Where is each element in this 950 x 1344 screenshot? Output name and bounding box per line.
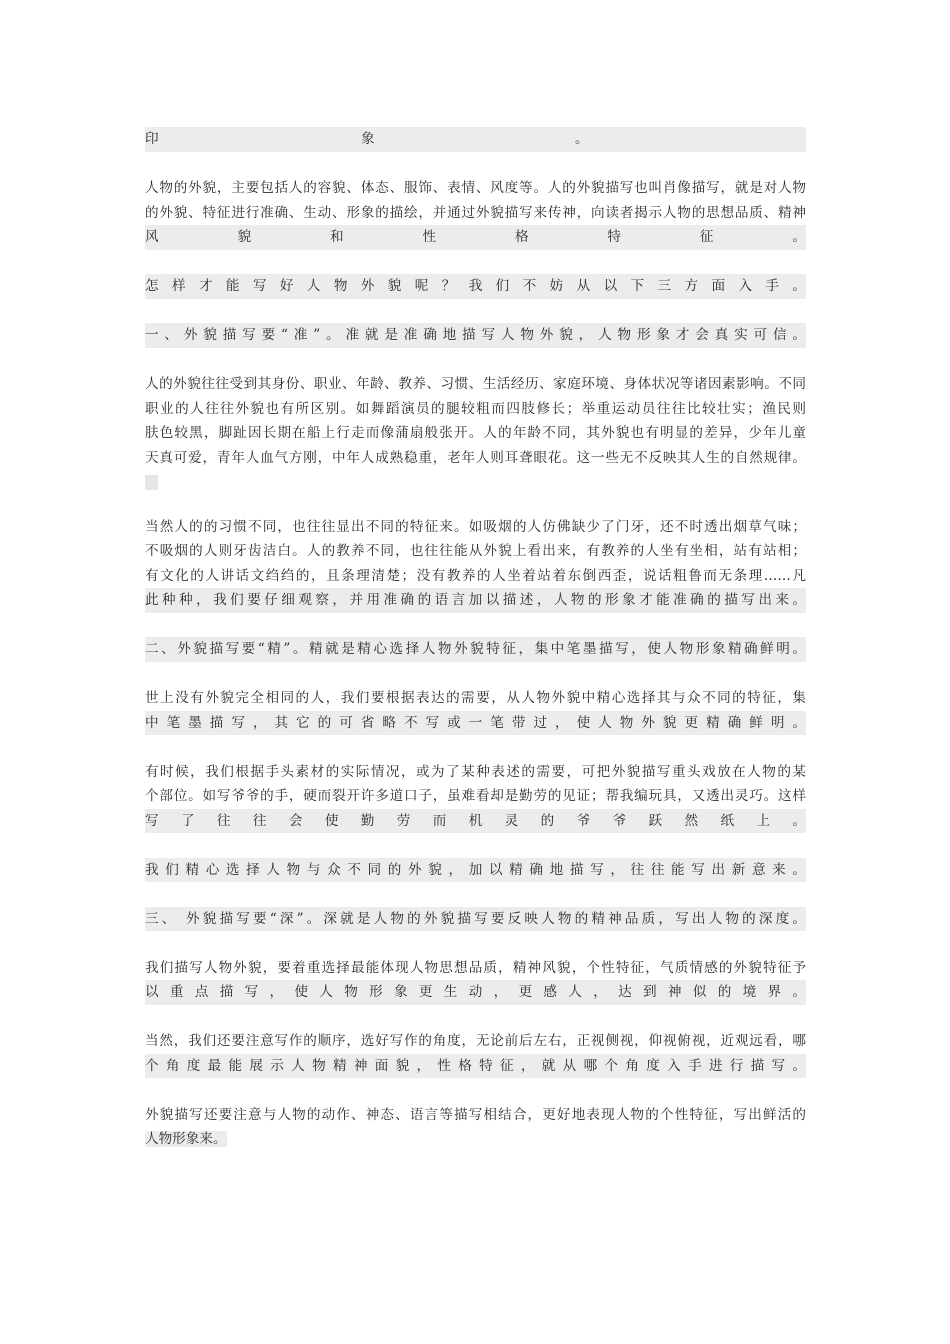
document-body: [145, 127, 806, 1152]
paragraph-line-last: [145, 1127, 806, 1152]
section-heading-3: [145, 907, 806, 932]
paragraph-line: 中笔墨描写，其它的可省略不写或一笔带过，使人物外貌更精确鲜明。: [145, 711, 806, 736]
title-char-2: 象: [361, 131, 375, 147]
paragraph-line: 职业的人往往外貌也有所区别。如舞蹈演员的腿较粗而四肢修长；举重运动员往往比较壮实；渔民则: [145, 400, 806, 417]
paragraph-line: 有文化的人讲话文绉绉的，且条理清楚；没有教养的人坐着站着东倒西歪，说话粗鲁而无条理……凡: [145, 567, 806, 584]
paragraph-line: 当然人的的习惯不同，也往往显出不同的特征来。如吸烟的人仿佛缺少了门牙，还不时透出烟草气味；: [145, 518, 806, 535]
paragraph-line: 人的外貌往往受到其身份、职业、年龄、教养、习惯、生活经历、家庭环境、身体状况等诸因素影响。不同: [145, 376, 806, 392]
paragraph-last-text: 人物形象来。: [145, 1131, 227, 1147]
paragraph-line: 外貌描写还要注意与人物的动作、神态、语言等描写相结合，更好地表现人物的个性特征，写出鲜活的: [145, 1106, 806, 1123]
paragraph-line: 不吸烟的人则牙齿洁白。人的教养不同，也往往能从外貌上看出来，有教养的人坐有坐相，站有站相；: [145, 543, 806, 559]
heading-line: 二、外貌描写要“精”。精就是精心选择人物外貌特征，集中笔墨描写，使人物形象精确鲜明。: [145, 637, 806, 662]
paragraph-8: [145, 760, 806, 834]
heading-line: 一、外貌描写要“准”。准就是准确地描写人物外貌，人物形象才会真实可信。: [145, 323, 806, 348]
paragraph-11: [145, 956, 806, 1005]
paragraph-line: 我们描写人物外貌，要着重选择最能体现人物思想品质，精神风貌，个性特征，气质情感的外貌特征予: [145, 959, 806, 976]
paragraph-12: [145, 1029, 806, 1078]
paragraph-7: [145, 686, 806, 735]
paragraph-line: 我们精心选择人物与众不同的外貌，加以精确地描写，往往能写出新意来。: [145, 858, 806, 883]
title-char-3: 。: [575, 131, 589, 147]
doc-title-line: [145, 127, 806, 152]
paragraph-line: 肤色较黑，脚趾因长期在船上行走而像蒲扇般张开。人的年龄不同，其外貌也有明显的差异，少年儿童: [145, 425, 806, 441]
paragraph-line: 当然，我们还要注意写作的顺序，选好写作的角度，无论前后左右，正视侧视，仰视俯视，近观远看，哪: [145, 1033, 806, 1049]
paragraph-line: 世上没有外貌完全相同的人，我们要根据表达的需要，从人物外貌中精心选择其与众不同的特征，集: [145, 690, 806, 706]
paragraph-line: 天真可爱，青年人血气方刚，中年人成熟稳重，老年人则耳聋眼花。这一些无不反映其人生的自然规律。: [145, 449, 806, 466]
doc-title: [145, 127, 806, 152]
paragraph-9: [145, 858, 806, 883]
paragraph-line: 个角度最能展示人物精神面貌，性格特征，就从哪个角度入手进行描写。: [145, 1054, 806, 1079]
paragraph-line: 人物的外貌，主要包括人的容貌、体态、服饰、表情、风度等。人的外貌描写也叫肖像描写，就是对人物: [145, 180, 806, 196]
paragraph-line: 个部位。如写爷爷的手，硬而裂开许多道口子，虽难看却是勤劳的见证；帮我编玩具，又透出灵巧。这样: [145, 788, 806, 804]
paragraph-line: 的外貌、特征进行准确、生动、形象的描绘，并通过外貌描写来传神，向读者揭示人物的思想品质、精神: [145, 204, 806, 221]
paragraph-line: 风 貌 和 性 格 特 征 。: [145, 225, 806, 250]
heading-line: 三、 外貌描写要“深”。深就是人物的外貌描写要反映人物的精神品质，写出人物的深度。: [145, 907, 806, 932]
paragraph-line: 以重点描写，使人物形象更生动，更感人，达到神似的境界。: [145, 980, 806, 1005]
paragraph-2: [145, 274, 806, 299]
paragraph-5: [145, 515, 806, 613]
paragraph-line: 怎样才能写好人物外貌呢？我们不妨从以下三方面入手。: [145, 274, 806, 299]
paragraph-line: 此种种，我们要仔细观察，并用准确的语言加以描述，人物的形象才能准确的描写出来。: [145, 588, 806, 613]
paragraph-13: [145, 1103, 806, 1152]
empty-highlight-block: [145, 475, 158, 490]
paragraph-4: [145, 372, 806, 490]
paragraph-line: 有时候，我们根据手头素材的实际情况，或为了某种表述的需要，可把外貌描写重头戏放在人物的某: [145, 763, 806, 780]
paragraph-1: [145, 176, 806, 250]
section-heading-2: [145, 637, 806, 662]
paragraph-line: 写了往往会使勤劳而机灵的爷爷跃然纸上。: [145, 809, 806, 834]
title-char-1: 印: [145, 131, 159, 147]
section-heading-1: [145, 323, 806, 348]
